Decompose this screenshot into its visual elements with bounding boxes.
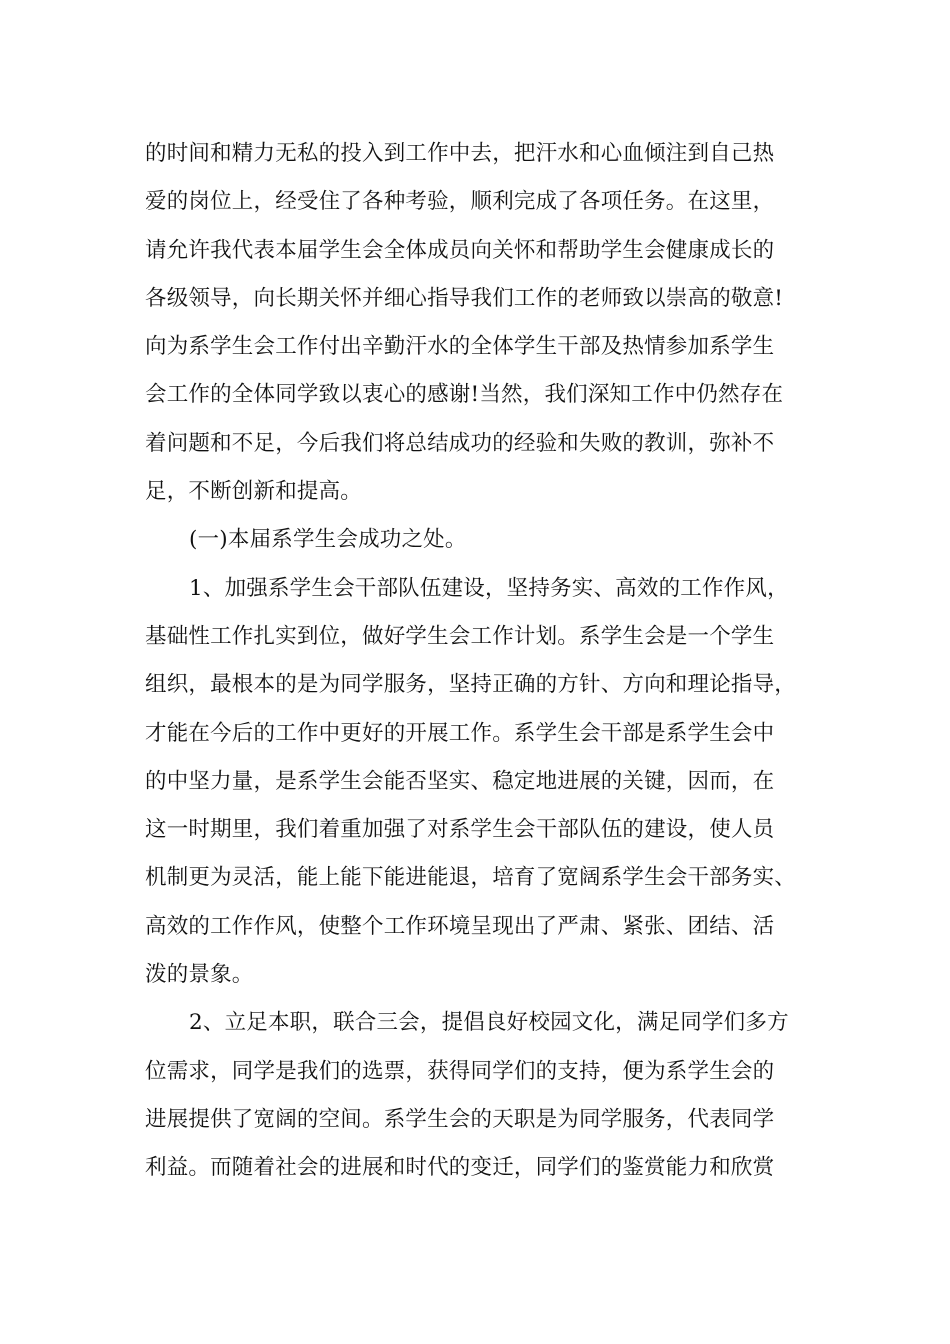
text-line: 利益。而随着社会的进展和时代的变迁，同学们的鉴赏能力和欣赏 — [145, 1155, 775, 1181]
text-line: 基础性工作扎实到位，做好学生会工作计划。系学生会是一个学生 — [145, 623, 775, 649]
text-line: 泼的景象。 — [145, 962, 254, 988]
text-line: 这一时期里，我们着重加强了对系学生会干部队伍的建设，使人员 — [145, 817, 775, 843]
text-line: 爱的岗位上，经受住了各种考验，顺利完成了各项任务。在这里， — [145, 189, 775, 215]
text-line: 机制更为灵活，能上能下能进能退，培育了宽阔系学生会干部务实、 — [145, 865, 797, 891]
text-line: 的中坚力量，是系学生会能否坚实、稳定地进展的关键，因而，在 — [145, 768, 775, 794]
text-line: 高效的工作作风，使整个工作环境呈现出了严肃、紧张、团结、活 — [145, 913, 775, 939]
document-body — [145, 130, 825, 1193]
text-line: 会工作的全体同学致以衷心的感谢!当然，我们深知工作中仍然存在 — [145, 382, 784, 408]
text-line: 位需求，同学是我们的选票，获得同学们的支持，便为系学生会的 — [145, 1058, 775, 1084]
text-line: 向为系学生会工作付出辛勤汗水的全体学生干部及热情参加系学生 — [145, 334, 775, 360]
text-line: 进展提供了宽阔的空间。系学生会的天职是为同学服务，代表同学 — [145, 1106, 775, 1132]
text-line: 的时间和精力无私的投入到工作中去，把汗水和心血倾注到自己热 — [145, 141, 775, 166]
text-line: 2、立足本职，联合三会，提倡良好校园文化，满足同学们多方 — [189, 1010, 789, 1036]
text-line: 1、加强系学生会干部队伍建设，坚持务实、高效的工作作风， — [189, 575, 789, 601]
text-line: 各级领导，向长期关怀并细心指导我们工作的老师致以崇高的敬意! — [145, 285, 784, 311]
text-line: 请允许我代表本届学生会全体成员向关怀和帮助学生会健康成长的 — [145, 237, 775, 263]
text-line: 才能在今后的工作中更好的开展工作。系学生会干部是系学生会中 — [145, 720, 775, 746]
text-line: 组织，最根本的是为同学服务，坚持正确的方针、方向和理论指导， — [145, 672, 797, 698]
text-line: 足，不断创新和提高。 — [145, 479, 363, 505]
section-heading: (一)本届系学生会成功之处。 — [189, 527, 467, 553]
text-line: 着问题和不足，今后我们将总结成功的经验和失败的教训，弥补不 — [145, 430, 775, 456]
